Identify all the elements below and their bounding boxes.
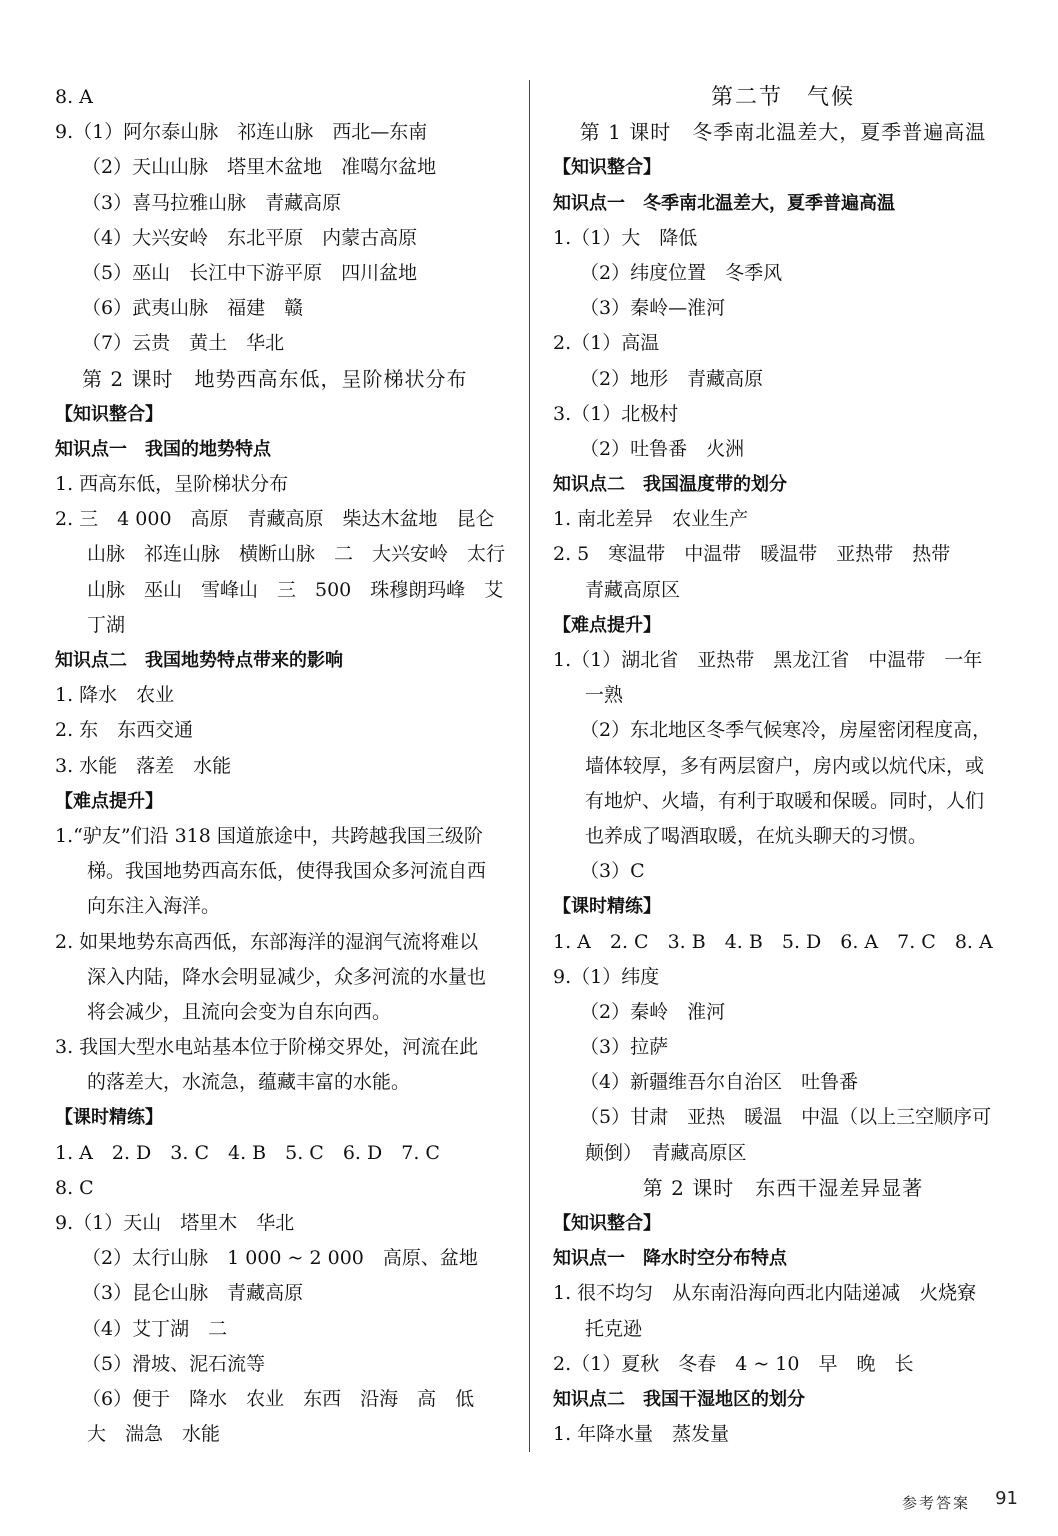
left-column bbox=[55, 80, 515, 1452]
right-line: （5）甘肃 亚热 暖温 中温（以上三空顺序可 bbox=[580, 1106, 992, 1129]
page-number: 91 bbox=[995, 1488, 1018, 1509]
right-line: （2）地形 青藏高原 bbox=[580, 367, 764, 390]
right-line: 2.（1）高温 bbox=[553, 332, 660, 355]
left-line: （7）云贵 黄土 华北 bbox=[82, 332, 285, 355]
right-line: 也养成了喝酒取暖，在炕头聊天的习惯。 bbox=[585, 824, 928, 847]
left-line: （5）滑坡、泥石流等 bbox=[82, 1352, 266, 1375]
left-line: 9.（1）阿尔泰山脉 祁连山脉 西北—东南 bbox=[55, 121, 428, 144]
left-line: 将会减少，且流向会变为自东向西。 bbox=[87, 1000, 392, 1023]
left-line: （3）昆仑山脉 青藏高原 bbox=[82, 1282, 304, 1305]
right-heading: 知识点一 降水时空分布特点 bbox=[553, 1248, 787, 1270]
right-lesson-title: 第 1 课时 冬季南北温差大，夏季普遍高温 bbox=[579, 120, 987, 145]
left-heading: 知识点二 我国地势特点带来的影响 bbox=[55, 650, 343, 671]
left-heading: 知识点一 我国的地势特点 bbox=[55, 438, 271, 460]
right-line: （2）纬度位置 冬季风 bbox=[580, 261, 783, 284]
right-line: 颠倒） 青藏高原区 bbox=[585, 1141, 747, 1164]
right-line: （4）新疆维吾尔自治区 吐鲁番 bbox=[580, 1071, 859, 1094]
right-line: 3.（1）北极村 bbox=[553, 402, 679, 425]
right-line: 1.（1）湖北省 亚热带 黑龙江省 中温带 一年 bbox=[553, 649, 983, 671]
left-line: （5）巫山 长江中下游平原 四川盆地 bbox=[82, 261, 418, 284]
left-heading: 【知识整合】 bbox=[55, 403, 163, 425]
right-line: 9.（1）纬度 bbox=[553, 965, 660, 988]
left-line: 2. 东 东西交通 bbox=[55, 719, 194, 742]
right-line: （3）拉萨 bbox=[580, 1036, 669, 1059]
left-heading: 【难点提升】 bbox=[55, 790, 163, 812]
left-line: 1. A 2. D 3. C 4. B 5. C 6. D 7. C bbox=[55, 1141, 440, 1164]
footer-label: 参考答案 bbox=[901, 1494, 970, 1512]
left-line: （2）太行山脉 1 000 ~ 2 000 高原、盆地 bbox=[82, 1247, 478, 1270]
left-lesson-title: 第 2 课时 地势西高东低，呈阶梯状分布 bbox=[82, 366, 468, 391]
right-heading: 知识点二 我国温度带的划分 bbox=[553, 474, 787, 496]
right-line: （3）C bbox=[580, 860, 645, 883]
left-line: 深入内陆，降水会明显减少，众多河流的水量也 bbox=[87, 965, 487, 988]
right-line: 2.（1）夏秋 冬春 4 ~ 10 早 晚 长 bbox=[553, 1352, 914, 1375]
right-lesson-title: 第 2 课时 东西干湿差异显著 bbox=[642, 1175, 924, 1200]
column-divider bbox=[529, 80, 530, 1452]
left-line: 2. 三 4 000 高原 青藏高原 柴达木盆地 昆仑 bbox=[55, 508, 495, 531]
left-line: （6）便于 降水 农业 东西 沿海 高 低 bbox=[82, 1387, 475, 1410]
left-line: 2. 如果地势东高西低，东部海洋的湿润气流将难以 bbox=[55, 930, 479, 953]
right-line: 1. 南北差异 农业生产 bbox=[553, 508, 749, 531]
right-column bbox=[553, 80, 1013, 1452]
right-section-title: 第二节 气候 bbox=[710, 85, 855, 110]
right-line: 1.（1）大 降低 bbox=[553, 226, 698, 249]
left-line: （4）大兴安岭 东北平原 内蒙古高原 bbox=[82, 226, 418, 249]
right-line: 2. 5 寒温带 中温带 暖温带 亚热带 热带 bbox=[553, 543, 951, 566]
left-line: 8. A bbox=[55, 86, 93, 108]
left-line: 1. 西高东低，呈阶梯状分布 bbox=[55, 473, 289, 496]
left-line: 9.（1）天山 塔里木 华北 bbox=[55, 1212, 295, 1234]
left-line: 梯。我国地势西高东低，使得我国众多河流自西 bbox=[87, 860, 487, 883]
left-line: （6）武夷山脉 福建 赣 bbox=[82, 297, 304, 320]
left-line: 的落差大，水流急，蕴藏丰富的水能。 bbox=[87, 1071, 411, 1094]
left-line: （4）艾丁湖 二 bbox=[82, 1317, 228, 1340]
right-heading: 【课时精练】 bbox=[553, 896, 661, 918]
right-line: 青藏高原区 bbox=[585, 578, 681, 601]
right-heading: 知识点二 我国干湿地区的划分 bbox=[553, 1388, 805, 1410]
right-heading: 知识点一 冬季南北温差大，夏季普遍高温 bbox=[553, 192, 895, 214]
left-line: 3. 我国大型水电站基本位于阶梯交界处，河流在此 bbox=[55, 1036, 479, 1059]
left-line: 3. 水能 落差 水能 bbox=[55, 754, 232, 777]
left-heading: 【课时精练】 bbox=[55, 1107, 163, 1129]
right-line: （3）秦岭—淮河 bbox=[580, 297, 726, 320]
left-line: 大 湍急 水能 bbox=[87, 1423, 221, 1446]
left-line: 山脉 祁连山脉 横断山脉 二 大兴安岭 太行 bbox=[87, 543, 506, 566]
left-line: 1. 降水 农业 bbox=[55, 684, 175, 707]
right-line: 托克逊 bbox=[585, 1317, 643, 1340]
left-line: 丁湖 bbox=[87, 613, 126, 636]
left-line: （2）天山山脉 塔里木盆地 准噶尔盆地 bbox=[82, 156, 437, 179]
right-heading: 【知识整合】 bbox=[553, 1213, 661, 1234]
right-line: （2）吐鲁番 火洲 bbox=[580, 437, 745, 460]
right-heading: 【难点提升】 bbox=[553, 614, 661, 636]
left-line: 向东注入海洋。 bbox=[87, 895, 221, 918]
left-line: 山脉 巫山 雪峰山 三 500 珠穆朗玛峰 艾 bbox=[87, 578, 504, 601]
left-line: （3）喜马拉雅山脉 青藏高原 bbox=[82, 191, 342, 214]
right-line: 1. A 2. C 3. B 4. B 5. D 6. A 7. C 8. A bbox=[553, 930, 993, 953]
right-line: 1. 很不均匀 从东南沿海向西北内陆递减 火烧寮 bbox=[553, 1282, 977, 1305]
right-line: （2）秦岭 淮河 bbox=[580, 1000, 726, 1023]
left-line: 1.“驴友”们沿 318 国道旅途中，共跨越我国三级阶 bbox=[55, 824, 483, 847]
left-line: 8. C bbox=[55, 1176, 94, 1199]
right-line: 有地炉、火墙，有利于取暖和保暖。同时，人们 bbox=[585, 789, 985, 812]
right-line: 墙体较厚，多有两层窗户，房内或以炕代床，或 bbox=[585, 754, 985, 777]
right-line: 一熟 bbox=[585, 684, 624, 707]
right-heading: 【知识整合】 bbox=[553, 157, 661, 179]
right-line: 1. 年降水量 蒸发量 bbox=[553, 1423, 730, 1446]
right-line: （2）东北地区冬季气候寒冷，房屋密闭程度高， bbox=[580, 719, 992, 742]
